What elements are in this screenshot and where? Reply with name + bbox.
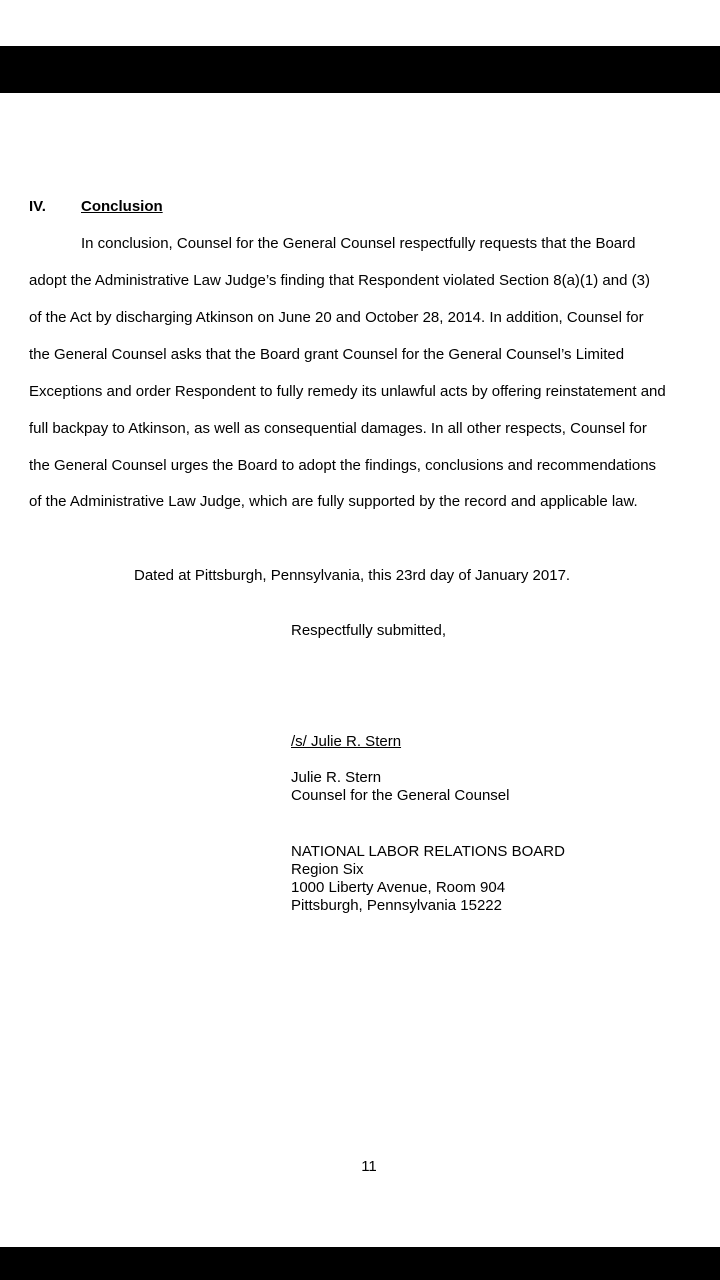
signer-name: Julie R. Stern	[291, 769, 382, 786]
paragraph-line: full backpay to Atkinson, as well as consequential damages. In all other respects, Counsel for	[29, 420, 647, 437]
section-heading	[29, 198, 163, 215]
agency-name: NATIONAL LABOR RELATIONS BOARD	[291, 843, 565, 860]
paragraph-line: In conclusion, Counsel for the General Counsel respectfully requests that the Board	[81, 235, 636, 252]
paragraph-line: the General Counsel urges the Board to adopt the findings, conclusions and recommendations	[29, 457, 657, 474]
signer-block	[291, 769, 509, 805]
signature-line: /s/ Julie R. Stern	[291, 733, 402, 750]
agency-street: 1000 Liberty Avenue, Room 904	[291, 879, 506, 896]
paragraph-line: adopt the Administrative Law Judge’s finding that Respondent violated Section 8(a)(1) and (3)	[29, 272, 650, 289]
bottom-black-bar	[0, 1247, 720, 1280]
agency-address-block	[291, 843, 565, 915]
agency-city: Pittsburgh, Pennsylvania 15222	[291, 897, 502, 914]
section-title: Conclusion	[81, 198, 163, 215]
paragraph-line: the General Counsel asks that the Board grant Counsel for the General Counsel’s Limited	[29, 346, 625, 363]
signer-title: Counsel for the General Counsel	[291, 787, 510, 804]
paragraph-line: of the Administrative Law Judge, which are fully supported by the record and applicable law.	[29, 493, 638, 510]
top-black-bar	[0, 46, 720, 93]
dated-line: Dated at Pittsburgh, Pennsylvania, this 23rd day of January 2017.	[134, 567, 571, 584]
closing-text: Respectfully submitted,	[291, 622, 447, 639]
document-page[interactable]	[0, 93, 720, 1247]
paragraph-line: Exceptions and order Respondent to fully remedy its unlawful acts by offering reinstatement and	[29, 383, 666, 400]
agency-region: Region Six	[291, 861, 364, 878]
page-number: 11	[361, 1158, 377, 1175]
paragraph-line: of the Act by discharging Atkinson on June 20 and October 28, 2014. In addition, Counsel for	[29, 309, 644, 326]
section-number: IV.	[29, 198, 46, 215]
